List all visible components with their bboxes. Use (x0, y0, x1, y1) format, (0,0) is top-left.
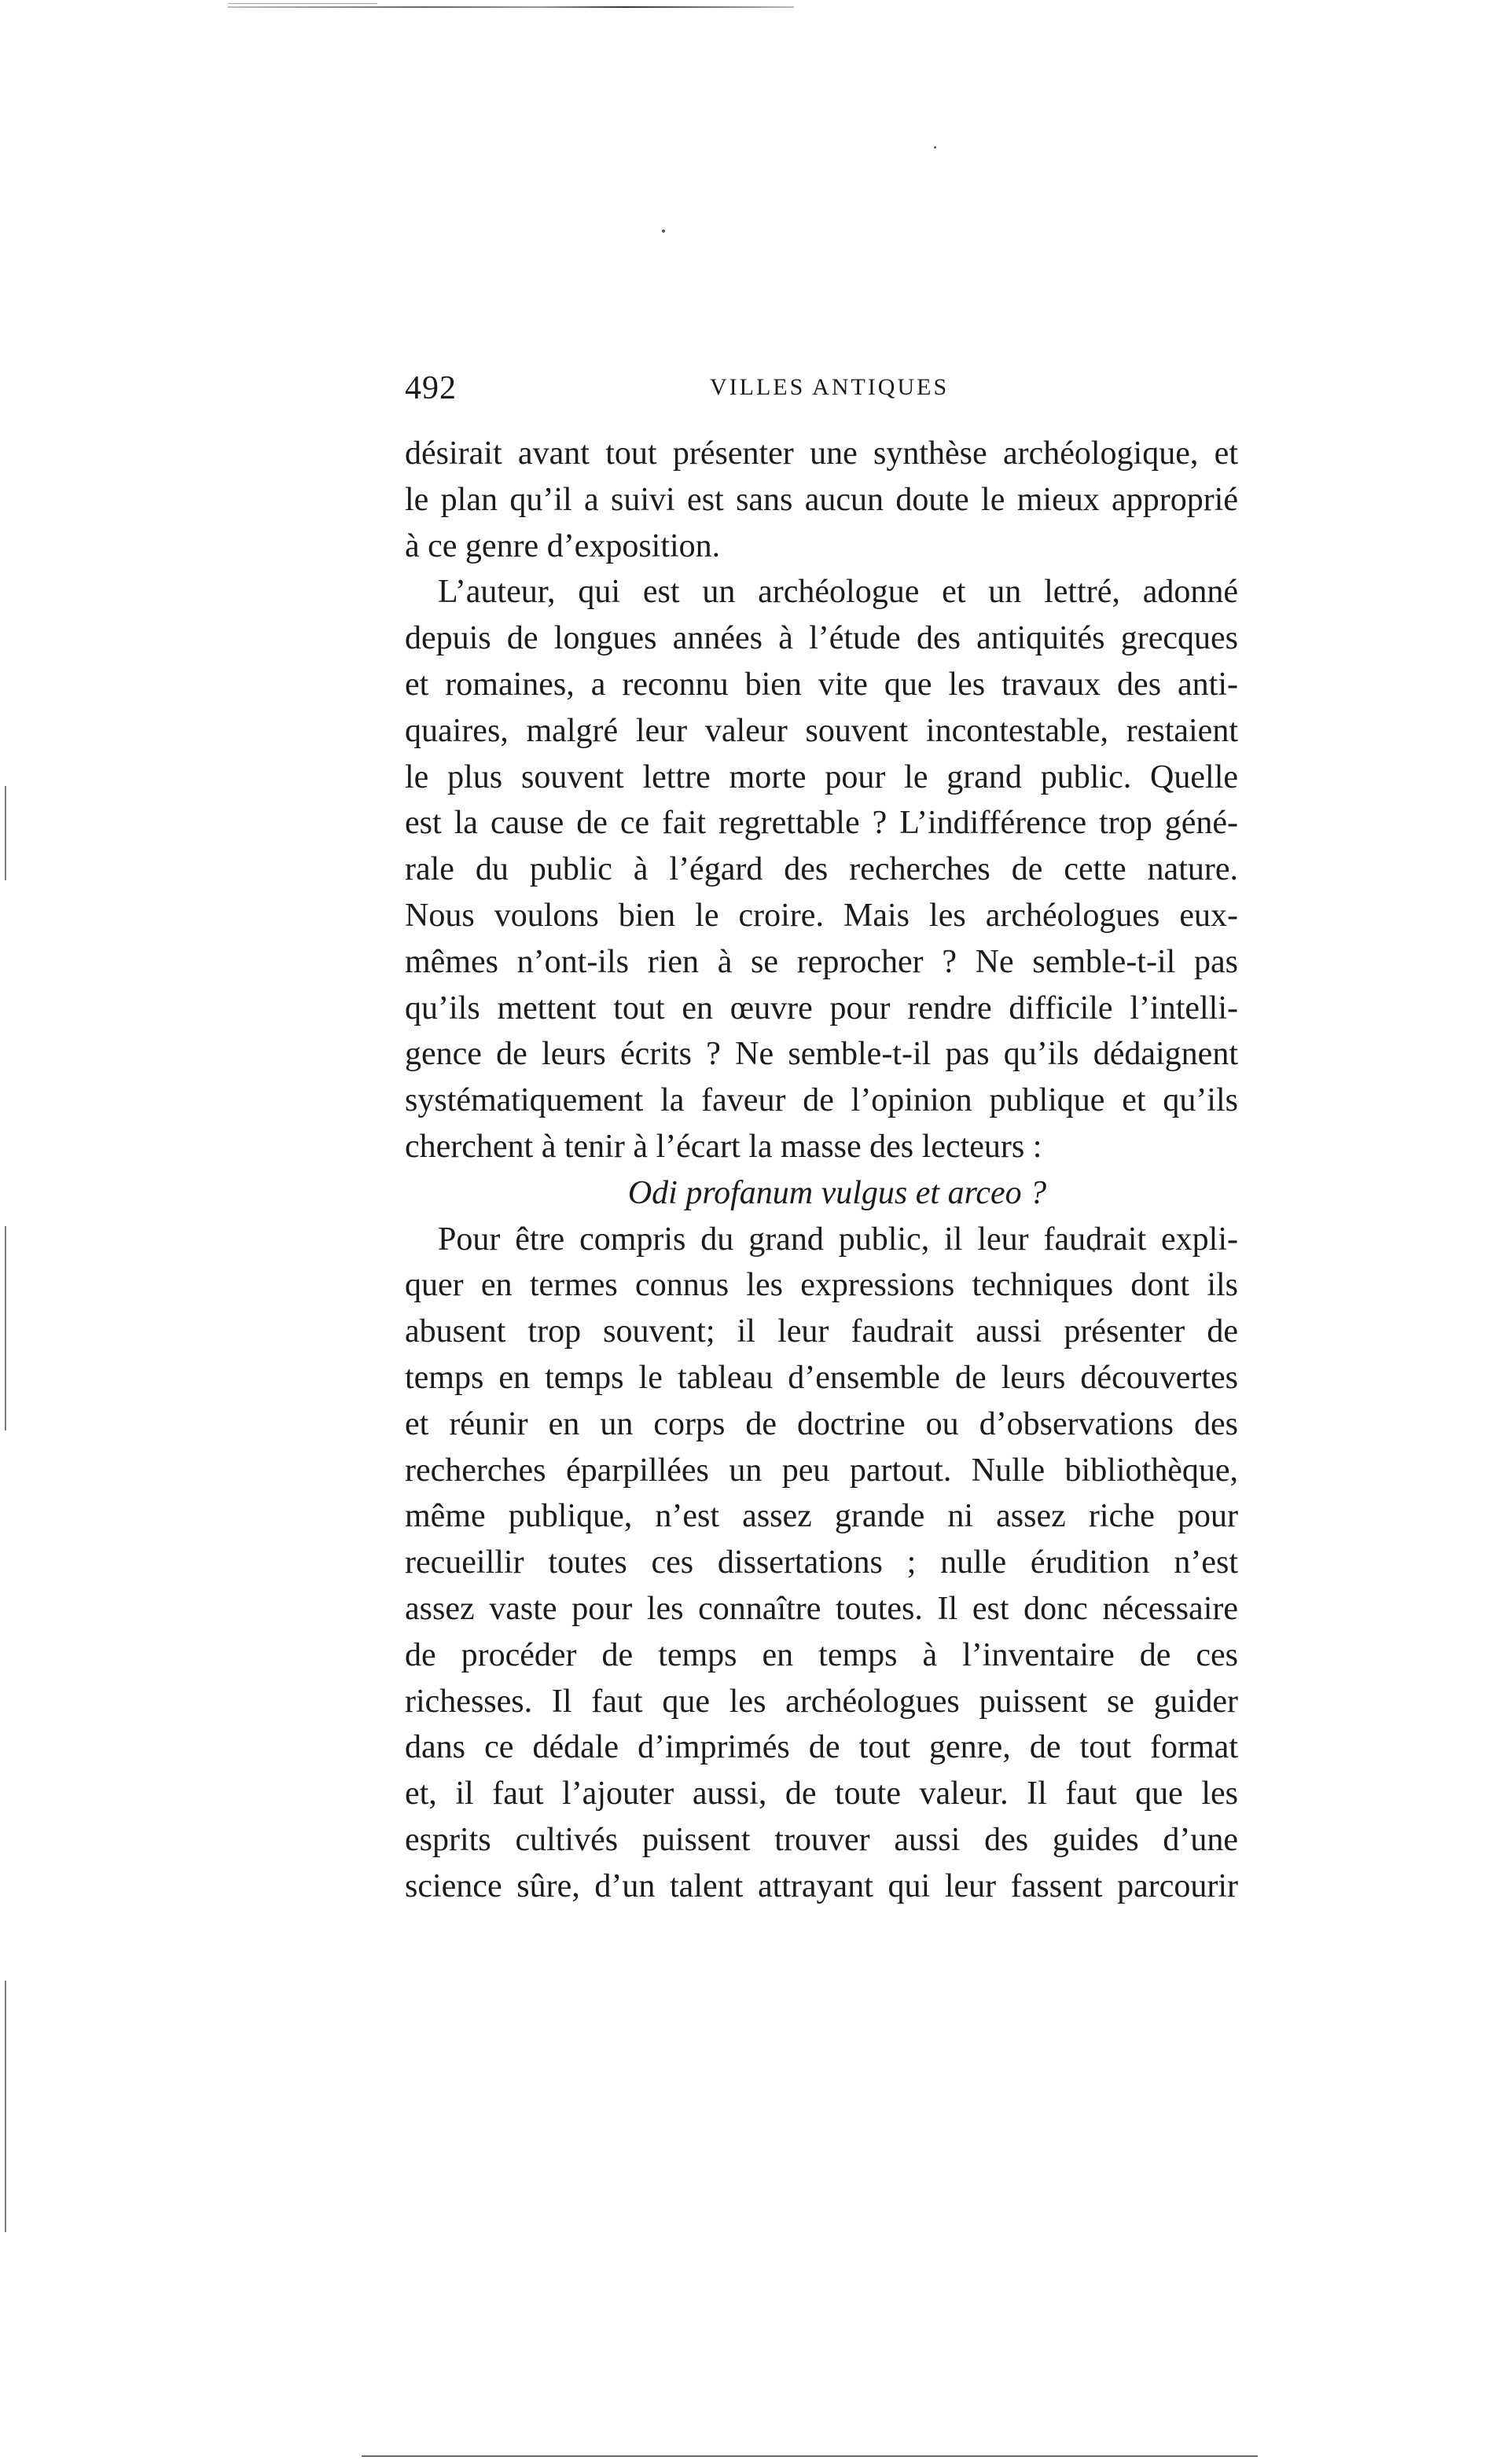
text-line: quaires, malgré leur valeur souvent incontestable, restaient (405, 712, 1238, 749)
latin-quotation: Odi profanum vulgus et arceo ? (627, 1174, 1047, 1211)
text-line: recherches éparpillées un peu partout. Nulle bibliothèque, (405, 1452, 1238, 1489)
scan-edge-mark (5, 1981, 6, 2232)
scan-edge-mark (5, 1226, 6, 1430)
page-number: 492 (405, 370, 457, 406)
text-line: quer en termes connus les expressions techniques dont ils (405, 1267, 1238, 1304)
speck (662, 230, 665, 233)
text-line: abusent trop souvent; il leur faudrait aussi présenter de (405, 1313, 1238, 1350)
text-line: le plus souvent lettre morte pour le grand public. Quelle (405, 758, 1238, 795)
text-line: mêmes n’ont-ils rien à se reprocher ? Ne semble-t-il pas (405, 943, 1238, 980)
text-line: depuis de longues années à l’étude des antiquités grecques (405, 620, 1238, 657)
text-line: Nous voulons bien le croire. Mais les archéologues eux- (405, 897, 1238, 934)
text-line: le plan qu’il a suivi est sans aucun doute le mieux approprié (405, 481, 1238, 518)
text-line: science sûre, d’un talent attrayant qui leur fassent parcourir (405, 1867, 1238, 1904)
text-line: de procéder de temps en temps à l’inventaire de ces (405, 1636, 1238, 1673)
text-line: assez vaste pour les connaître toutes. Il est donc nécessaire (405, 1590, 1238, 1627)
page-header (405, 369, 1238, 417)
text-line: même publique, n’est assez grande ni assez riche pour (405, 1498, 1238, 1535)
text-line: L’auteur, qui est un archéologue et un lettré, adonné (438, 574, 1238, 611)
text-line: Pour être compris du grand public, il leur faudrait expli- (438, 1221, 1238, 1258)
running-title: VILLES ANTIQUES (710, 374, 950, 400)
text-line: est la cause de ce fait regrettable ? L’indifférence trop géné- (405, 805, 1238, 842)
text-line: rale du public à l’égard des recherches de cette nature. (405, 851, 1238, 888)
text-line: dans ce dédale d’imprimés de tout genre, de tout format (405, 1729, 1238, 1766)
text-line: et romaines, a reconnu bien vite que les travaux des anti- (405, 666, 1238, 703)
text-line: à ce genre d’exposition. (405, 527, 721, 564)
speck (934, 146, 936, 149)
text-line: et, il faut l’ajouter aussi, de toute valeur. Il faut que les (405, 1775, 1238, 1812)
text-line: recueillir toutes ces dissertations ; nulle érudition n’est (405, 1544, 1238, 1581)
scan-edge-mark (228, 6, 794, 8)
text-line: richesses. Il faut que les archéologues puissent se guider (405, 1683, 1238, 1720)
text-line: et réunir en un corps de doctrine ou d’observations des (405, 1405, 1238, 1442)
text-line: systématiquement la faveur de l’opinion publique et qu’ils (405, 1082, 1238, 1119)
body-text (405, 431, 1238, 1910)
scan-edge-mark (5, 786, 6, 880)
text-line: temps en temps le tableau d’ensemble de leurs découvertes (405, 1359, 1238, 1396)
text-line: désirait avant tout présenter une synthèse archéologique, et (405, 435, 1238, 472)
text-line: esprits cultivés puissent trouver aussi des guides d’une (405, 1821, 1238, 1858)
text-line: gence de leurs écrits ? Ne semble-t-il pas qu’ils dédaignent (405, 1036, 1238, 1073)
scan-edge-mark (362, 2455, 1258, 2457)
text-line: cherchent à tenir à l’écart la masse des lecteurs : (405, 1128, 1042, 1165)
scan-edge-mark (228, 3, 377, 4)
text-line: qu’ils mettent tout en œuvre pour rendre difficile l’intelli- (405, 990, 1238, 1026)
